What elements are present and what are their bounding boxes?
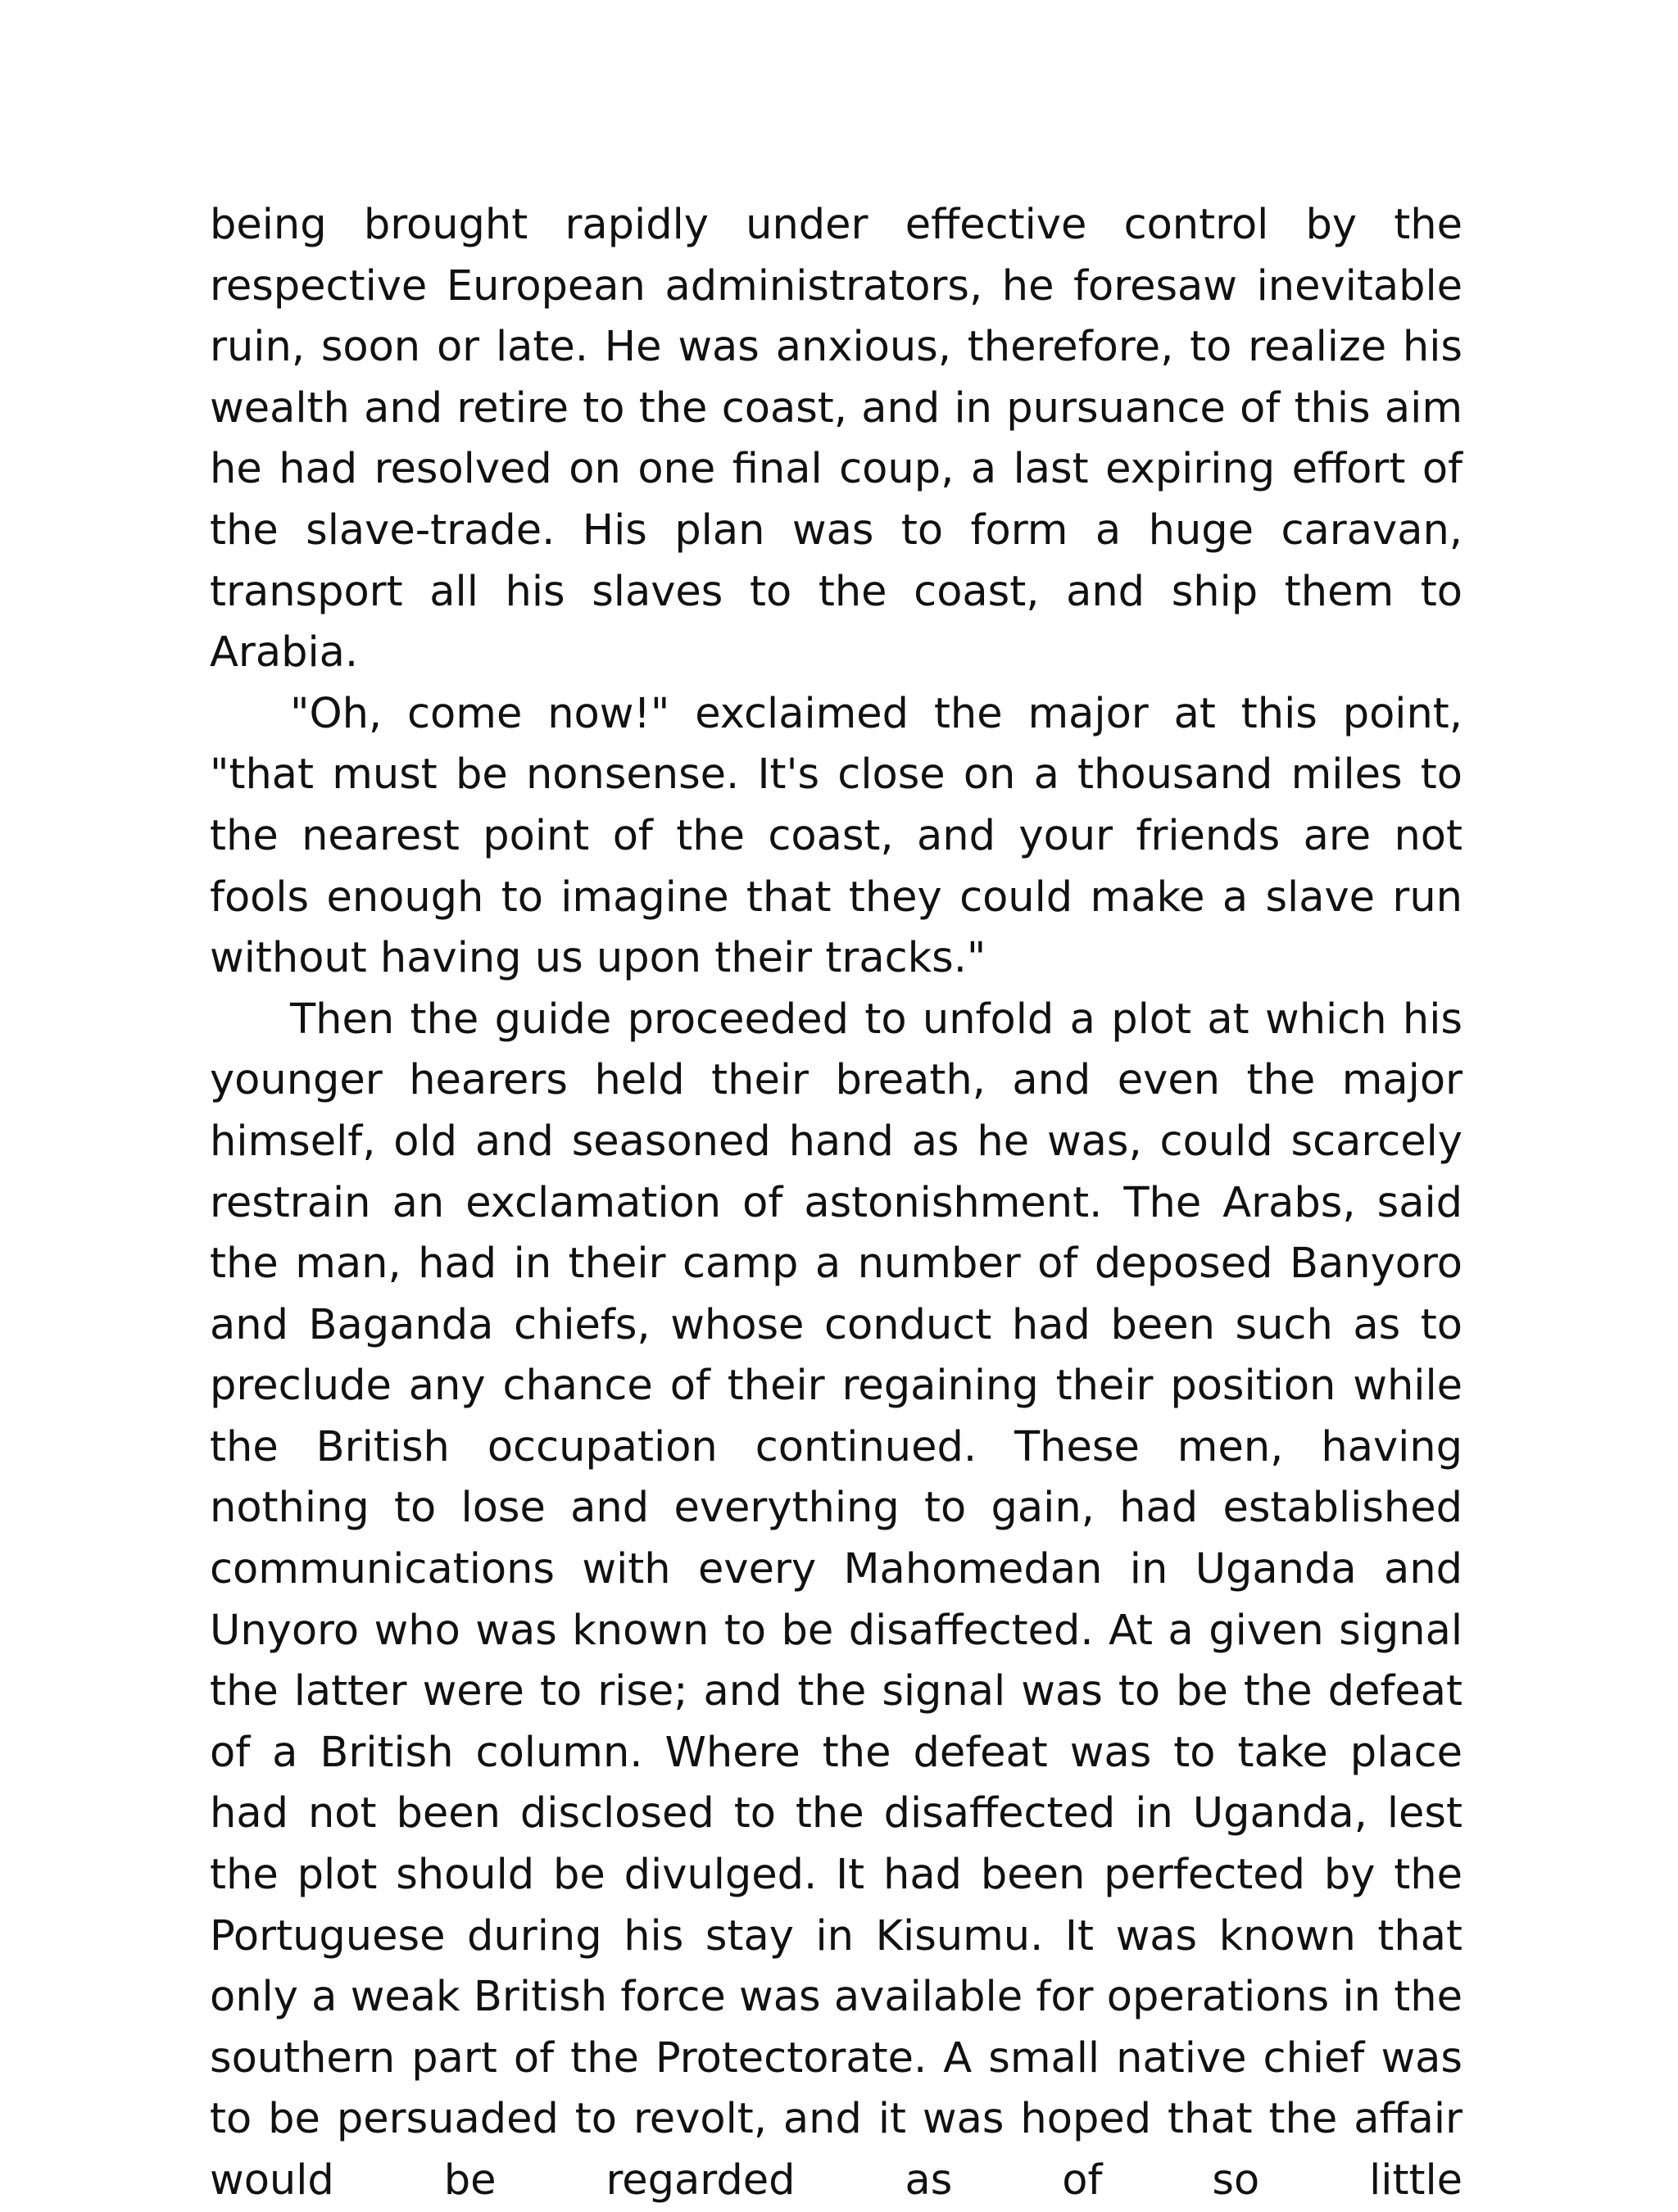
paragraph-2: "Oh, come now!" exclaimed the major at this point, "that must be nonsense. It's close on a thousand miles to the nearest point of the coast, and your friends are not fools enough to imagine that they could make a slave run without having us upon their tracks." [210, 689, 1463, 983]
body-text [210, 195, 1463, 2212]
paragraph-1: being brought rapidly under effective control by the respective European administrators, he foresaw inevitable ruin, soon or late. He was anxious, therefore, to realize his wealth and retire to the coast, and in pursuance of this aim he had resolved on one final coup, a last expiring effort of the slave-trade. His plan was to form a huge caravan, transport all his slaves to the coast, and ship them to Arabia. [210, 201, 1463, 678]
paragraph-3: Then the guide proceeded to unfold a plot at which his younger hearers held their breath, and even the major himself, old and seasoned hand as he was, could scarcely restrain an exclamation of astonishment. The Arabs, said the man, had in their camp a number of deposed Banyoro and Baganda chiefs, whose conduct had been such as to preclude any chance of their regaining their position while the British occupation continued. These men, having nothing to lose and everything to gain, had established communications with every Mahomedan in Uganda and Unyoro who was known to be disaffected. At a given signal the latter were to rise; and the signal was to be the defeat of a British column. Where the defeat was to take place had not been disclosed to the disaffected in Uganda, lest the plot should be divulged. It had been perfected by the Portuguese during his stay in Kisumu. It was known that only a weak British force was available for operations in the southern part of the Protectorate. A small native chief was to be persuaded to revolt, and it was hoped that the affair would be regarded as of so little [210, 995, 1463, 2205]
